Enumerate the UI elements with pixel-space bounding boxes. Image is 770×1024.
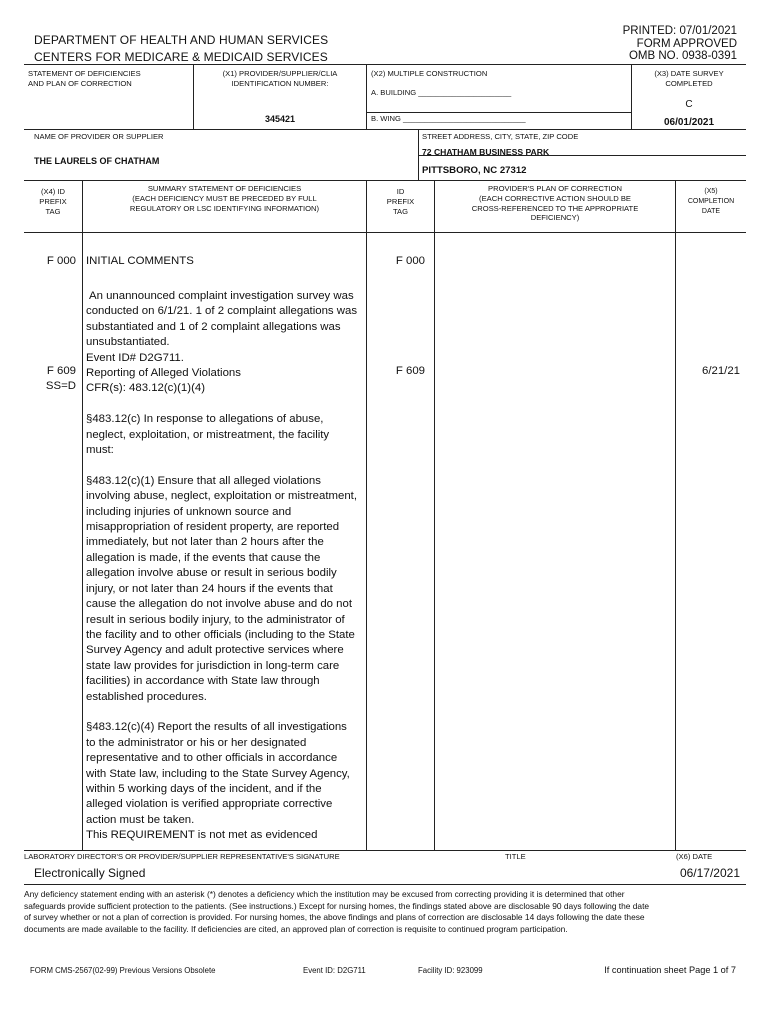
printed-date: PRINTED: 07/01/2021: [622, 25, 737, 37]
survey-intro-paragraph: An unannounced complaint investigation survey was conducted on 6/1/21. 1 of 2 complaint allegations was substantiated and 1 of 2 complaint allegations was unsubstantiated.: [86, 290, 358, 349]
summary-header-line-2: (EACH DEFICIENCY MUST BE PRECEDED BY FULL: [132, 193, 317, 203]
signature-value: Electronically Signed: [34, 866, 146, 880]
regulation-483-12-c-1: §483.12(c)(1) Ensure that all alleged violations involving abuse, neglect, exploitation or mistreatment, including injuries of unknown source and misappropriation of resident property, are reported immediately, but not later than 2 hours after the allegation is made, if the events that cause the allegation involve abuse or result in serious bodily injury, or not later than 24 hours if the events that cause the allegation do not involve abuse and do not result in serious bodily injury, to the administrator of the facility and to other officials (including to the State Survey Agency and adult protective services where state law provides for jurisdiction in long-term care facilities) in accordance with State law through established procedures.: [86, 474, 357, 703]
x1-label-line-1: (X1) PROVIDER/SUPPLIER/CLIA: [222, 69, 338, 78]
x3-label-line-2: COMPLETED: [665, 78, 713, 88]
tag-f609-left: F 609: [46, 365, 76, 377]
rule-signature-bottom: [24, 884, 746, 885]
address-label: STREET ADDRESS, CITY, STATE, ZIP CODE: [422, 132, 579, 141]
f609-cfr: CFR(s): 483.12(c)(1)(4): [86, 382, 205, 395]
id-header-line-2: PREFIX: [386, 196, 415, 206]
x5-header: [676, 187, 746, 216]
summary-header-line-1: SUMMARY STATEMENT OF DEFICIENCIES: [147, 184, 302, 193]
tag-f000-right: F 000: [395, 255, 425, 267]
plan-header-line-3: CROSS-REFERENCED TO THE APPROPRIATE: [471, 203, 639, 213]
completion-date-f609: 6/21/21: [701, 365, 740, 377]
title-label: TITLE: [505, 852, 526, 861]
tag-f609-right: F 609: [395, 365, 425, 377]
form-approved: FORM APPROVED: [636, 38, 737, 50]
id-header-line-1: ID: [396, 187, 405, 196]
regulation-483-12-c-4: §483.12(c)(4) Report the results of all investigations to the administrator or his or her designated representative and to other officials in accordance with State law, including to the State Survey Agency, within 5 working days of the incident, and if the alleged violation is verified appropriate corrective action must be taken.: [86, 721, 350, 826]
x2-building: A. BUILDING ______________________: [371, 88, 512, 97]
footer-facility-id: Facility ID: 923099: [418, 966, 483, 975]
address-line-1: 72 CHATHAM BUSINESS PARK: [422, 147, 550, 157]
x6-date-label: (X6) DATE: [676, 852, 713, 861]
rule-body-bottom: [24, 850, 746, 851]
rule-wing: [366, 112, 631, 113]
signature-label: LABORATORY DIRECTOR'S OR PROVIDER/SUPPLIER REPRESENTATIVE'S SIGNATURE: [24, 852, 340, 861]
divider-col-4: [675, 180, 676, 850]
disclosure-notice: Any deficiency statement ending with an asterisk (*) denotes a deficiency which the institution may be excused from correcting providing it is determined that other safeguards provide sufficient protection to the patients. (See instructions.) Except for nursing homes, the findings stated above are disclosable 90 days following the date of survey whether or not a plan of correction is provided. For nursing homes, the above findings and plans of correction are disclosable 14 days following the date these documents are made available to the facility. If deficiencies are cited, an approved plan of correction is requisite to continued program participation.: [24, 889, 650, 934]
x5-header-line-2: COMPLETION: [687, 197, 735, 205]
x2-label: (X2) MULTIPLE CONSTRUCTION: [371, 69, 488, 78]
deficiency-summary: [86, 289, 358, 844]
survey-date: 06/01/2021: [663, 117, 715, 128]
rule-id-row-bottom: [24, 129, 746, 130]
statement-label: [28, 69, 141, 89]
address-line-2: PITTSBORO, NC 27312: [422, 165, 527, 176]
id-header-line-3: TAG: [392, 206, 409, 216]
f609-title: Reporting of Alleged Violations: [86, 367, 241, 380]
statement-label-line-1: STATEMENT OF DEFICIENCIES: [28, 69, 141, 78]
event-id-line: Event ID# D2G711.: [86, 351, 184, 364]
provider-id-number: 345421: [264, 114, 296, 124]
x5-header-line-3: DATE: [701, 207, 721, 215]
divider-col-1: [82, 180, 83, 850]
x5-header-line-1: (X5): [704, 188, 718, 195]
x2-wing: B. WING _____________________________: [371, 114, 526, 123]
summary-header: [83, 184, 366, 213]
plan-header: [435, 184, 675, 223]
plan-header-line-1: PROVIDER'S PLAN OF CORRECTION: [488, 184, 622, 193]
tag-scope-severity: SS=D: [45, 380, 76, 392]
regulation-483-12-c: §483.12(c) In response to allegations of abuse, neglect, exploitation, or mistreatment, the facility must:: [86, 413, 330, 457]
rule-column-header-bottom: [24, 232, 746, 233]
page-indicator: If continuation sheet Page 1 of 7: [604, 965, 736, 975]
form-number: FORM CMS-2567(02-99) Previous Versions Obsolete: [30, 966, 216, 975]
id-header: [367, 187, 434, 216]
x4-header-line-1: (X4) ID: [40, 187, 66, 196]
signature-date: 06/17/2021: [679, 866, 740, 880]
provider-name: THE LAURELS OF CHATHAM: [34, 156, 160, 166]
provider-name-label: NAME OF PROVIDER OR SUPPLIER: [34, 132, 164, 141]
statement-label-line-2: AND PLAN OF CORRECTION: [28, 78, 132, 88]
summary-header-line-3: REGULATORY OR LSC IDENTIFYING INFORMATION): [129, 203, 320, 213]
survey-code: C: [685, 99, 693, 110]
requirement-not-met: This REQUIREMENT is not met as evidenced: [86, 829, 318, 842]
x4-header-line-2: PREFIX: [39, 196, 67, 206]
plan-header-line-4: DEFICIENCY): [530, 213, 580, 223]
agency-name-line-2: CENTERS FOR MEDICARE & MEDICAID SERVICES: [34, 50, 328, 64]
x4-header: [24, 187, 82, 216]
initial-comments-heading: INITIAL COMMENTS: [86, 255, 194, 267]
x3-label-line-1: (X3) DATE SURVEY: [654, 69, 724, 78]
x1-label: [194, 69, 366, 89]
rule-top: [24, 64, 746, 65]
agency-name-line-1: DEPARTMENT OF HEALTH AND HUMAN SERVICES: [34, 33, 329, 47]
x3-label: [632, 69, 746, 89]
divider-x2: [366, 64, 367, 129]
x4-header-line-3: TAG: [45, 206, 61, 216]
divider-col-3: [434, 180, 435, 850]
divider-col-2: [366, 180, 367, 850]
footer-event-id: Event ID: D2G711: [303, 966, 366, 975]
tag-f000-left: F 000: [46, 255, 76, 267]
x1-label-line-2: IDENTIFICATION NUMBER:: [231, 78, 329, 88]
omb-number: OMB NO. 0938-0391: [628, 50, 737, 62]
rule-provider-bottom: [24, 180, 746, 181]
plan-header-line-2: (EACH CORRECTIVE ACTION SHOULD BE: [479, 193, 631, 203]
